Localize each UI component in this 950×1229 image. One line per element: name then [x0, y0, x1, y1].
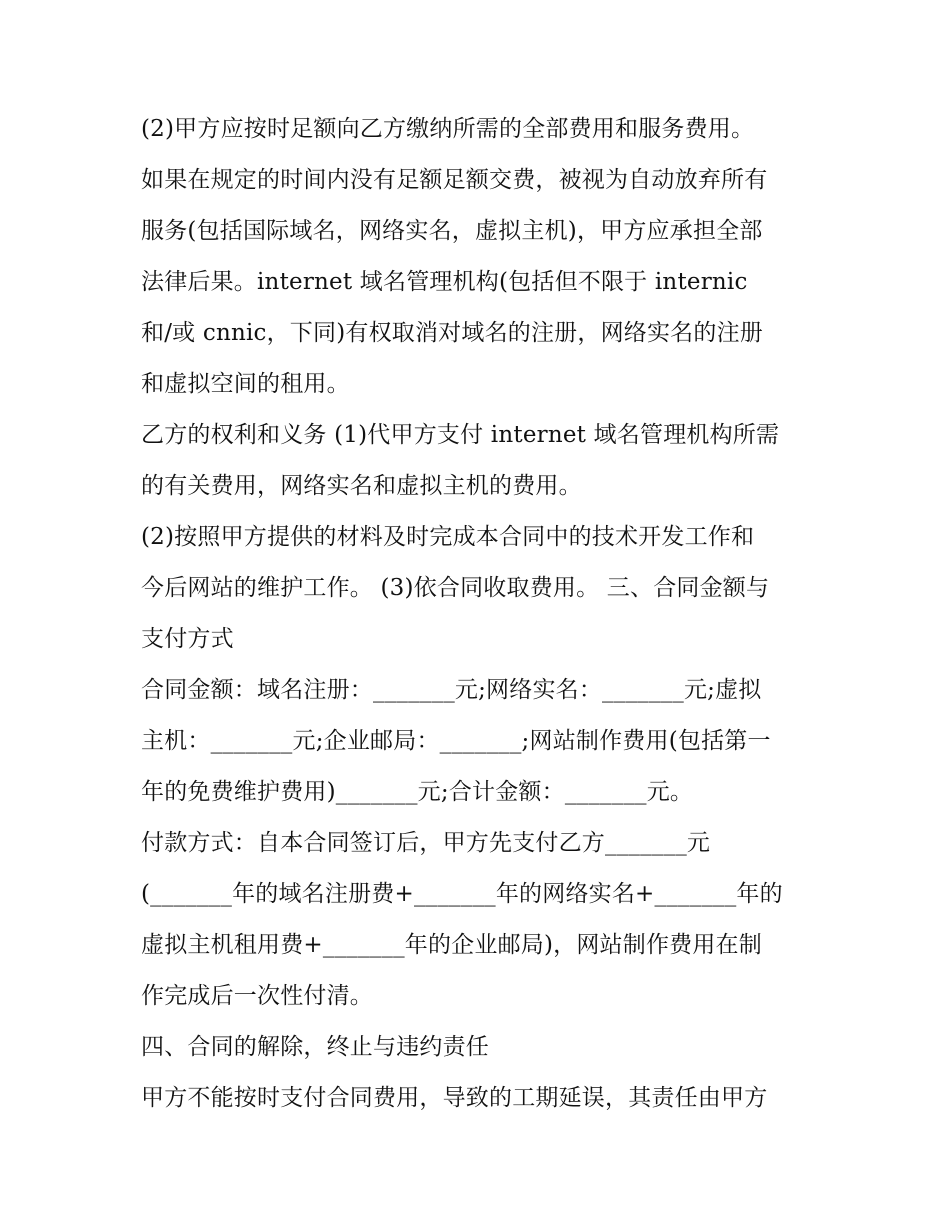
text-line: 虚拟主机租用费+_______年的企业邮局)，网站制作费用在制 — [141, 932, 762, 958]
document-body — [141, 110, 831, 1130]
text-line: 四、合同的解除，终止与违约责任 — [141, 1034, 489, 1060]
text-line: 和/或 cnnic，下同)有权取消对域名的注册，网络实名的注册 — [141, 320, 763, 346]
text-line: (2)按照甲方提供的材料及时完成本合同中的技术开发工作和 — [141, 524, 755, 550]
text-line: 乙方的权利和义务 (1)代甲方支付 internet 域名管理机构所需 — [141, 422, 780, 448]
text-line: (_______年的域名注册费+_______年的网络实名+_______年的 — [141, 881, 783, 907]
text-line: 如果在规定的时间内没有足额足额交费，被视为自动放弃所有 — [141, 167, 768, 193]
text-line: 今后网站的维护工作。 (3)依合同收取费用。 三、合同金额与 — [141, 575, 770, 601]
text-line: 主机：_______元;企业邮局：_______;网站制作费用(包括第一 — [141, 728, 771, 754]
text-line: 年的免费维护费用)_______元;合计金额：_______元。 — [141, 779, 694, 805]
text-line: 合同金额：域名注册：_______元;网络实名：_______元;虚拟 — [141, 677, 762, 703]
text-line: 甲方不能按时支付合同费用，导致的工期延误，其责任由甲方 — [141, 1085, 768, 1111]
text-line: 和虚拟空间的租用。 — [141, 371, 350, 397]
text-line: 付款方式：自本合同签订后，甲方先支付乙方_______元 — [141, 830, 711, 856]
text-line: 服务(包括国际域名，网络实名，虚拟主机)，甲方应承担全部 — [141, 218, 763, 244]
text-line: 的有关费用，网络实名和虚拟主机的费用。 — [141, 473, 582, 499]
text-line: 作完成后一次性付清。 — [141, 983, 373, 1009]
text-line: 法律后果。internet 域名管理机构(包括但不限于 internic — [141, 269, 748, 295]
text-line: (2)甲方应按时足额向乙方缴纳所需的全部费用和服务费用。 — [141, 116, 755, 142]
text-line: 支付方式 — [141, 626, 234, 652]
